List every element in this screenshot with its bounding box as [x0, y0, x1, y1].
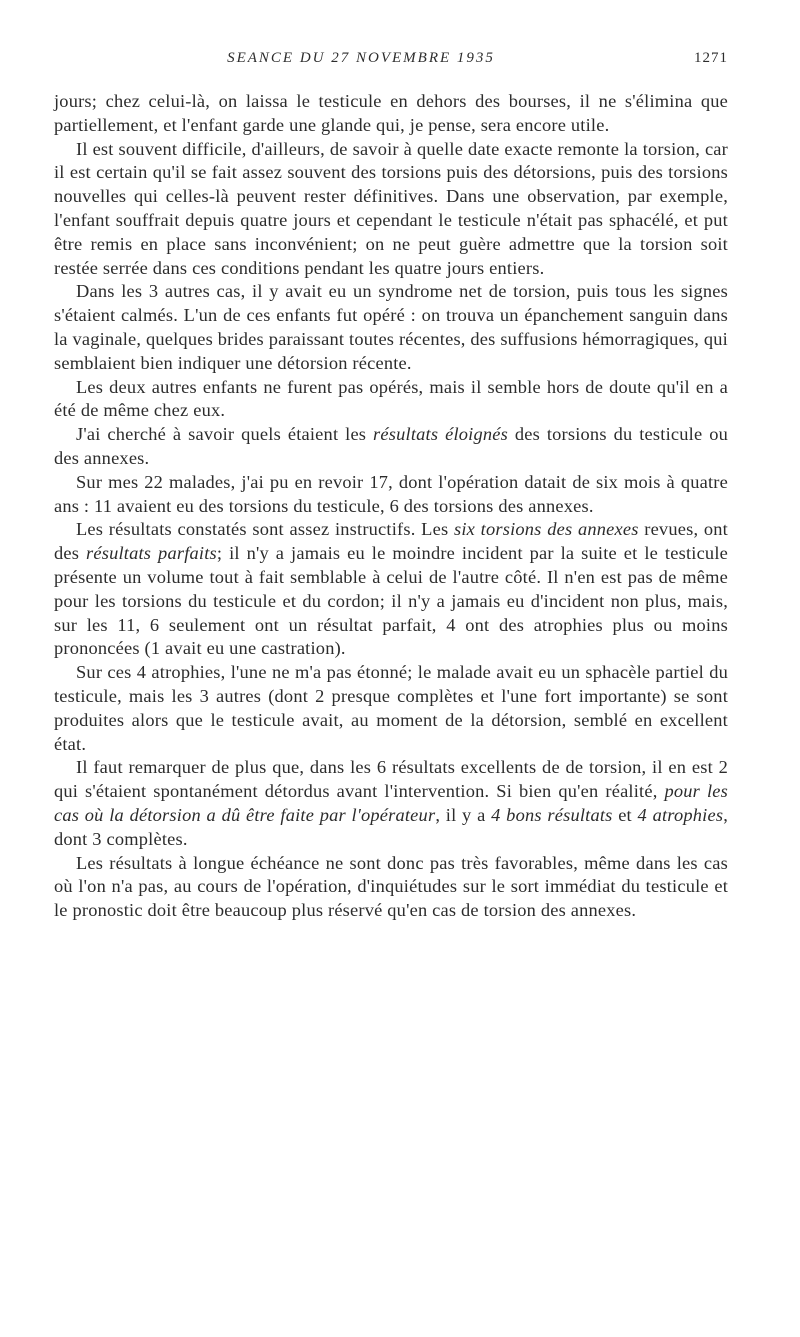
paragraph — [54, 90, 728, 138]
paragraph — [54, 756, 728, 851]
page-number: 1271 — [694, 50, 728, 66]
paragraph — [54, 661, 728, 756]
italic-text-run: résultats éloignés — [373, 424, 508, 445]
text-run: Sur ces 4 atrophies, l'une ne m'a pas étonné; le malade avait eu un sphacèle partiel du testicule, mais les 3 autres (dont 2 presque complètes et l'une fort importante) se sont produites alors que le testicule avait, au moment de la détorsion, semblé en excellent état. — [54, 662, 728, 754]
paragraph — [54, 280, 728, 375]
body-text — [54, 90, 728, 923]
paragraph — [54, 138, 728, 281]
text-run: Les deux autres enfants ne furent pas opérés, mais il semble hors de doute qu'il en a été de même chez eux. — [54, 376, 728, 421]
text-run: des torsions du testicule ou des annexes. — [54, 424, 728, 468]
text-run: Il est souvent difficile, d'ailleurs, de savoir à quelle date exacte remonte la torsion, car il est certain qu'il se fait assez souvent des torsions puis des détorsions, puis des torsions nouvelles qui celles-là peuvent rester définitives. Dans une observation, par exemple, l'enfant souffrait depuis quatre jours et cependant le testicule n'était pas sphacélé, et put être remis en place sans inconvénient; on ne peut guère admettre que la torsion soit restée serrée dans ces conditions pendant les quatre jours entiers. — [54, 138, 728, 278]
paragraph — [54, 518, 728, 661]
italic-text-run: 4 atrophies — [637, 804, 724, 825]
text-run: Il faut remarquer de plus que, dans les 6 résultats excellents de de torsion, il en est 2 qui s'étaient spontanément détordus avant l'intervention. Si bien qu'en réalité, — [54, 757, 728, 802]
text-run: jours; chez celui-là, on laissa le testicule en dehors des bourses, il ne s'élimina que partiellement, et l'enfant garde une glande qui, je pense, sera encore utile. — [54, 91, 728, 135]
paragraph — [54, 423, 728, 471]
italic-text-run: pour les cas où la détorsion a dû être faite par l'opérateur — [54, 781, 729, 825]
text-run: , dont 3 complètes. — [54, 804, 728, 849]
paragraph — [54, 852, 728, 923]
text-run: ; il n'y a jamais eu le moindre incident par la suite et le testicule présente un volume tout à fait semblable à celui de l'autre côté. Il n'en est pas de même pour les torsions du testicule et du cordon; il n'y a jamais eu d'incident non plus, mais, sur les 11, 6 seulement ont un résultat parfait, 4 ont des atrophies plus ou moins prononcées (1 avait eu une castration). — [54, 543, 728, 659]
text-run: Dans les 3 autres cas, il y avait eu un syndrome net de torsion, puis tous les signes s'étaient calmés. L'un de ces enfants fut opéré : on trouva un épanchement sanguin dans la vaginale, quelques brides paraissant toutes récentes, des suffusions hémorragiques, qui semblaient bien indiquer une détorsion récente. — [54, 281, 728, 373]
text-run: revues, ont des — [54, 519, 728, 564]
text-run: et — [612, 804, 638, 825]
text-run: Les résultats à longue échéance ne sont donc pas très favorables, même dans les cas où l'on n'a pas, au cours de l'opération, d'inquiétudes sur le sort immédiat du testicule et le pronostic doit être beaucoup plus réservé qu'en cas de torsion des annexes. — [54, 852, 728, 921]
running-head: SEANCE DU 27 NOVEMBRE 1935 — [227, 50, 495, 66]
text-run: , il y a — [435, 804, 492, 825]
text-run: Les résultats constatés sont assez instructifs. Les — [76, 519, 454, 540]
italic-text-run: 4 bons résultats — [491, 804, 613, 825]
paragraph — [54, 471, 728, 519]
italic-text-run: résultats parfaits — [86, 543, 217, 564]
document-page — [54, 50, 728, 923]
italic-text-run: six torsions des annexes — [453, 519, 639, 540]
text-run: Sur mes 22 malades, j'ai pu en revoir 17, dont l'opération datait de six mois à quatre ans : 11 avaient eu des torsions du testicule, 6 des torsions des annexes. — [54, 471, 728, 516]
page-header — [54, 50, 728, 76]
text-run: J'ai cherché à savoir quels étaient les — [76, 424, 374, 445]
paragraph — [54, 376, 728, 424]
